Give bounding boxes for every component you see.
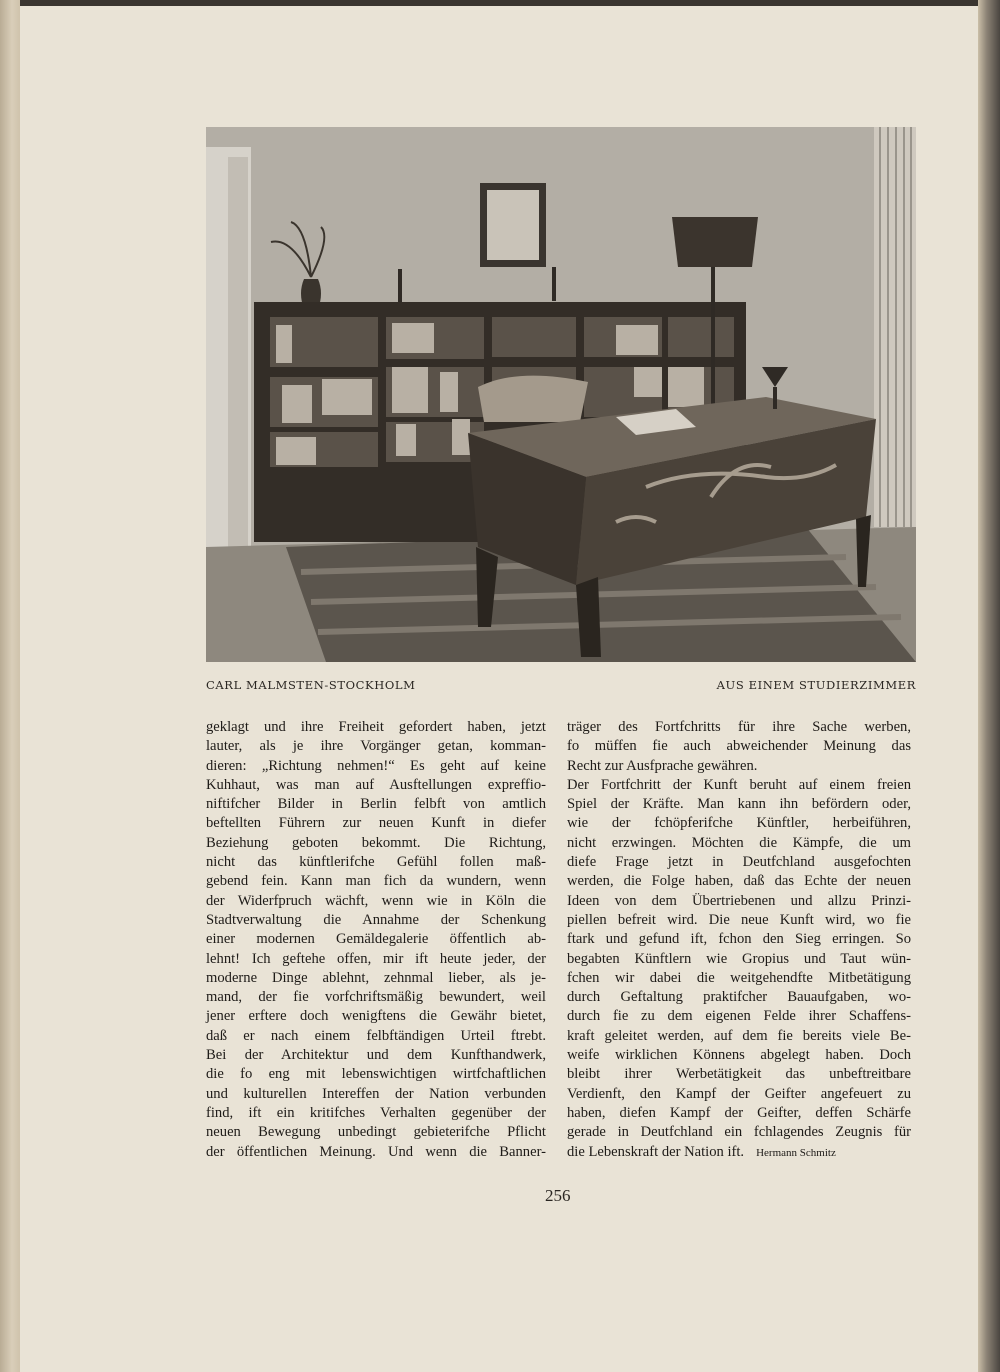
text-line: die Lebenskraft der Nation ift. bbox=[567, 1143, 745, 1160]
text-line: lehnt! Ich geftehe offen, mir ift heute jeder, der bbox=[206, 950, 546, 967]
page-number: 256 bbox=[545, 1186, 571, 1205]
text-line: die fo eng mit lebenswichtigen wirtfchaftlichen bbox=[206, 1066, 546, 1083]
book-edge-right bbox=[978, 0, 1000, 1372]
text-line: Der Fortfchritt der Kunft beruht auf einem freien bbox=[567, 776, 911, 793]
text-line: Recht zur Ausfprache gewähren. bbox=[567, 757, 758, 774]
text-line: moderne Dinge ablehnt, zehnmal lieber, als je- bbox=[206, 969, 546, 986]
text-line: der Widerfpruch wächft, wenn wie in Köln die bbox=[206, 892, 546, 909]
text-line: Kuhhaut, was man auf Ausftellungen expreffio- bbox=[206, 776, 546, 793]
text-line: Ideen von dem Übertriebenen und allzu Prinzi- bbox=[567, 892, 911, 909]
text-line: lauter, als je ihre Vorgänger getan, komman- bbox=[206, 738, 546, 755]
text-line: der öffentlichen Meinung. Und wenn die Banner- bbox=[206, 1143, 546, 1160]
text-line: niftifcher Bilder in Berlin felbft von amtlich bbox=[206, 796, 546, 813]
text-line: beftellten Führern zur neuen Kunft in diefer bbox=[206, 815, 546, 832]
text-line: werden, die Folge haben, daß das Echte der neuen bbox=[567, 873, 911, 890]
text-line: fchen wir dabei die weitgehendfte Mitbetätigung bbox=[567, 969, 911, 986]
text-line: durch Geftaltung praktifcher Bauaufgaben, wo- bbox=[567, 989, 911, 1006]
text-line: begabten Künftlern wie Gropius und Taut wün- bbox=[567, 950, 911, 967]
text-line: durch fie zu dem eigenen Felde ihrer Schaffens- bbox=[567, 1008, 911, 1025]
text-line: wie der fchöpferifche Künftler, herbeiführen, bbox=[567, 815, 911, 832]
text-line: bleibt ihrer Werbetätigkeit das unbeftreitbare bbox=[567, 1066, 911, 1083]
caption-artist: CARL MALMSTEN-STOCKHOLM bbox=[206, 678, 416, 692]
text-line: ftark und gefund ift, fchon den Sieg erringen. So bbox=[567, 931, 911, 948]
book-edge-left bbox=[0, 0, 20, 1372]
text-line: und kulturellen Intereffen der Nation verbunden bbox=[206, 1085, 546, 1102]
text-line: find, ift ein kritifches Verhalten gegenüber der bbox=[206, 1104, 546, 1121]
text-line: Beziehung geboten bekommt. Die Richtung, bbox=[206, 834, 546, 851]
text-line: jener erftere doch wenigftens die Gewähr bietet, bbox=[206, 1008, 546, 1025]
text-line: mand, der fie vorfchriftsmäßig bewundert, weil bbox=[206, 989, 546, 1006]
text-line: geklagt und ihre Freiheit gefordert haben, jetzt bbox=[206, 719, 546, 735]
text-line: piellen befreit wird. Die neue Kunft wird, wo fie bbox=[567, 911, 911, 928]
text-line: weife wirklichen Könnens abgelegt haben. Doch bbox=[567, 1047, 911, 1064]
text-line: Bei der Architektur und dem Kunfthandwerk, bbox=[206, 1047, 546, 1064]
interior-photograph bbox=[206, 127, 916, 662]
text-line: gerade in Deutfchland ein fchlagendes Zeugnis für bbox=[567, 1124, 911, 1141]
text-line: träger des Fortfchritts für ihre Sache werben, bbox=[567, 719, 911, 735]
text-line: neuen Bewegung unbedingt gebieterifche Pflicht bbox=[206, 1124, 546, 1141]
text-line: Verdienft, den Kampf der Geifter angefeuert zu bbox=[567, 1085, 911, 1102]
text-line: nicht erzwingen. Möchten die Kämpfe, die um bbox=[567, 834, 911, 851]
text-line: daß er nach einem felbftändigen Urteil ftrebt. bbox=[206, 1027, 546, 1044]
author-signature: Hermann Schmitz bbox=[756, 1146, 836, 1159]
text-line: fo müffen fie auch abweichender Meinung das bbox=[567, 738, 911, 755]
text-line: haben, diefen Kampf der Geifter, deffen Schärfe bbox=[567, 1104, 911, 1121]
study-room-photo-illustration bbox=[206, 127, 916, 662]
text-line-final bbox=[567, 1143, 911, 1163]
text-line: gebend fein. Kann man fich da wundern, wenn bbox=[206, 873, 546, 890]
text-line: einer modernen Gemäldegalerie öffentlich ab- bbox=[206, 931, 546, 948]
text-line: nicht das künftlerifche Gefühl follen maß- bbox=[206, 854, 546, 871]
caption-title: AUS EINEM STUDIERZIMMER bbox=[716, 678, 916, 692]
text-line: diefe Frage jetzt in Deutfchland ausgefochten bbox=[567, 854, 911, 871]
text-line: dieren: „Richtung nehmen!“ Es geht auf keine bbox=[206, 757, 546, 774]
text-line: kraft geleitet werden, auf dem fie bereits viele Be- bbox=[567, 1027, 911, 1044]
text-column-left bbox=[206, 718, 546, 1162]
text-column-right bbox=[567, 718, 911, 1163]
text-line: Spiel der Kräfte. Man kann ihn befördern oder, bbox=[567, 796, 911, 813]
text-line: Stadtverwaltung die Annahme der Schenkung bbox=[206, 911, 546, 928]
